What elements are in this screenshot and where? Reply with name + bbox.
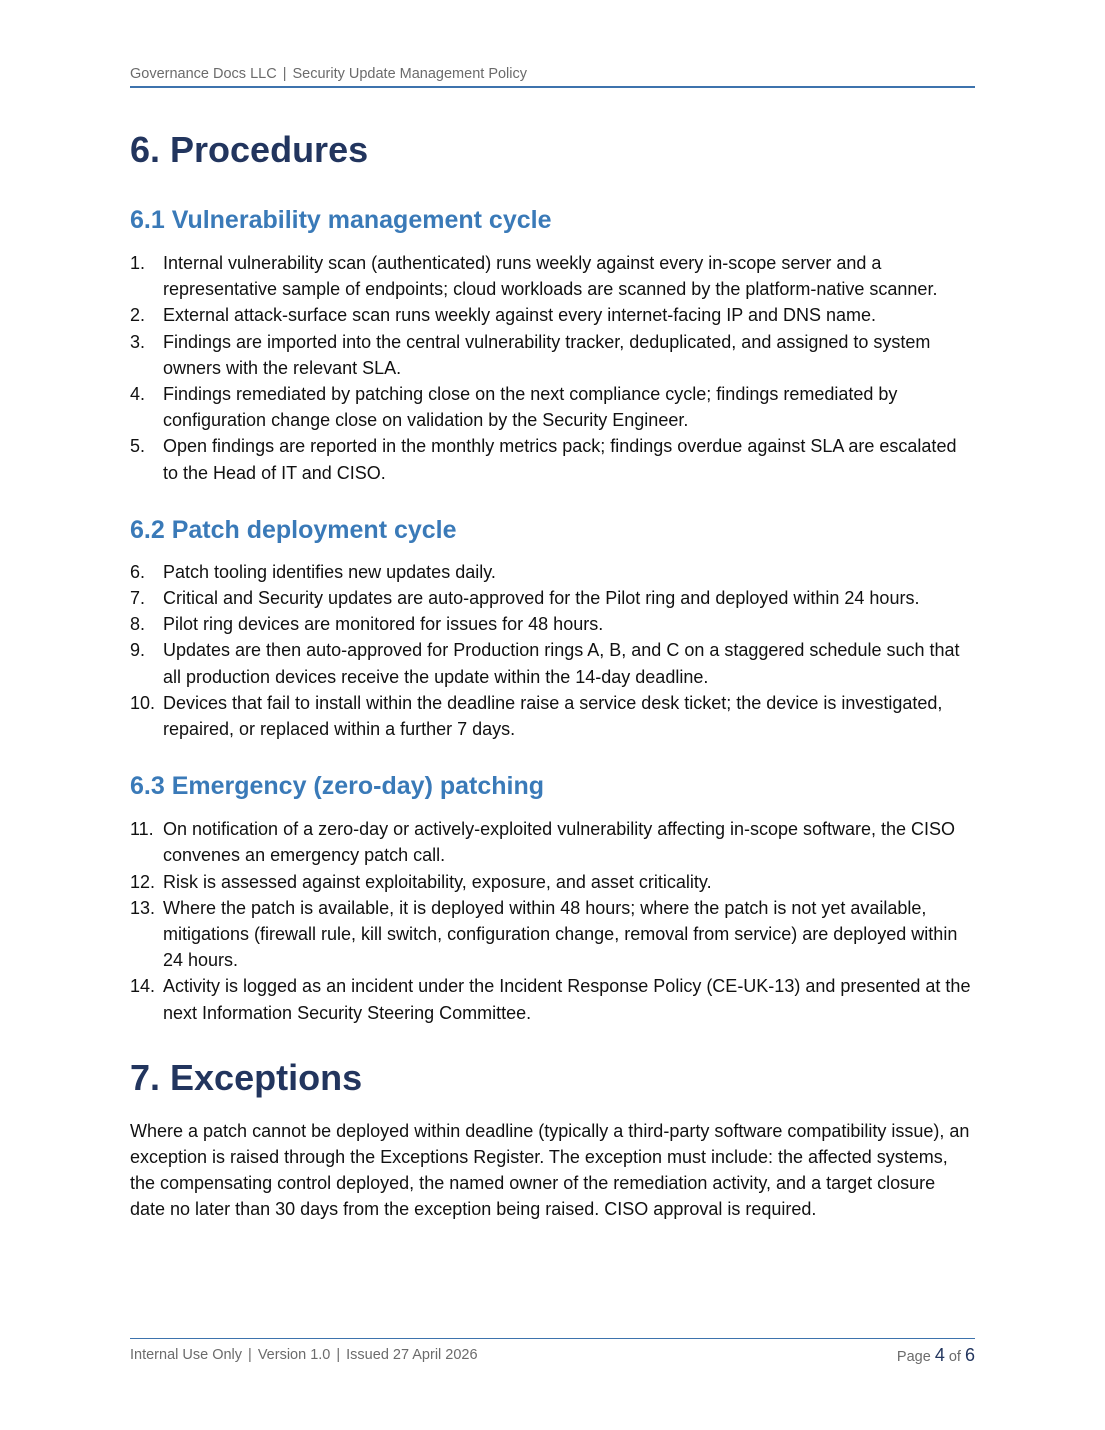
list-item-number: 7. [130,588,146,609]
list-item-text: Where the patch is available, it is deployed within 48 hours; where the patch is not yet available, mitigations (firewall rule, kill switch, configuration change, removal from service) are deployed within 24 hours. [163,897,958,971]
list-item [130,611,975,637]
list-item-number: 1. [130,253,146,273]
footer-page-word: Page [896,1349,931,1365]
list-item-text: External attack-surface scan runs weekly against every internet-facing IP and DNS name. [163,305,877,326]
list-item-text: Risk is assessed against exploitability, exposure, and asset criticality. [163,871,712,892]
list-item [130,302,975,328]
list-item-text: Pilot ring devices are monitored for issues for 48 hours. [163,614,604,635]
list-item [130,637,975,689]
list-item-number: 3. [130,331,146,352]
list-6-3 [130,816,975,1026]
list-item-number: 2. [130,305,146,326]
list-6-1 [130,250,975,486]
footer-issued: Issued 27 April 2026 [346,1347,478,1363]
list-item-text: Findings are imported into the central vulnerability tracker, deduplicated, and assigned to system owners with the relevant SLA. [163,331,931,378]
list-6-2 [130,559,975,742]
footer-page-current: 4 [934,1345,945,1365]
page-header [130,64,975,88]
section-6-2-heading: 6.2 Patch deployment cycle [130,515,457,544]
list-item [130,559,975,585]
list-item [130,433,975,485]
list-item-number: 9. [130,640,146,661]
list-item-text: Internal vulnerability scan (authenticated) runs weekly against every in-scope server and a representative sample of endpoints; cloud workloads are scanned by the platform-native scanner. [163,253,938,300]
section-7-paragraph: Where a patch cannot be deployed within deadline (typically a third-party software compatibility issue), an exception is raised through the Exceptions Register. The exception must include: the affected systems, the compensating control deployed, the named owner of the remediation activity, and a target closure date no later than 30 days from the exception being raised. CISO approval is required. [130,1120,970,1220]
page-footer [130,1338,975,1367]
list-item-number: 11. [130,819,154,840]
list-item [130,973,975,1025]
list-item-text: On notification of a zero-day or actively-exploited vulnerability affecting in-scope software, the CISO convenes an emergency patch call. [163,819,956,866]
list-item-text: Activity is logged as an incident under the Incident Response Policy (CE-UK-13) and presented at the next Information Security Steering Committee. [163,976,971,1023]
list-item [130,816,975,868]
list-item [130,895,975,974]
list-item [130,869,975,895]
header-company: Governance Docs LLC [130,66,277,82]
list-item-number: 14. [130,976,156,997]
footer-version: Version 1.0 [257,1347,331,1363]
list-item-number: 6. [130,561,146,582]
header-separator: | [282,66,287,82]
list-item-number: 10. [130,692,156,713]
list-item-number: 4. [130,384,146,405]
list-item-number: 5. [130,436,146,457]
list-item-text: Findings remediated by patching close on the next compliance cycle; findings remediated by configuration change close on validation by the Security Engineer. [163,384,898,431]
section-6-heading: 6. Procedures [130,129,369,170]
footer-of-word: of [948,1349,961,1365]
list-item-number: 12. [130,871,156,892]
footer-left [130,1345,478,1367]
header-doc-title: Security Update Management Policy [292,66,528,82]
footer-separator-2: | [336,1347,341,1363]
section-6-3-heading: 6.3 Emergency (zero-day) patching [130,772,545,801]
list-item [130,250,975,302]
footer-classification: Internal Use Only [130,1347,243,1363]
list-item-text: Updates are then auto-approved for Production rings A, B, and C on a staggered schedule such that all production devices receive the update within the 14-day deadline. [163,640,960,687]
list-item-number: 13. [130,897,156,918]
footer-separator-1: | [248,1347,252,1363]
list-item-text: Devices that fail to install within the deadline raise a service desk ticket; the device is investigated, repaired, or replaced within a further 7 days. [163,692,943,740]
document-body [130,124,975,1223]
list-item-text: Critical and Security updates are auto-approved for the Pilot ring and deployed within 24 hours. [163,588,920,609]
list-item [130,381,975,433]
list-item [130,690,975,742]
list-item-text: Open findings are reported in the monthly metrics pack; findings overdue against SLA are escalated to the Head of IT and CISO. [163,436,957,483]
footer-page-number [897,1345,975,1367]
section-6-1-heading: 6.1 Vulnerability management cycle [130,206,552,234]
section-7-heading: 7. Exceptions [130,1056,363,1098]
list-item [130,329,975,381]
list-item-number: 8. [130,614,146,635]
list-item [130,585,975,611]
footer-page-total: 6 [964,1345,975,1365]
list-item-text: Patch tooling identifies new updates daily. [163,561,496,582]
